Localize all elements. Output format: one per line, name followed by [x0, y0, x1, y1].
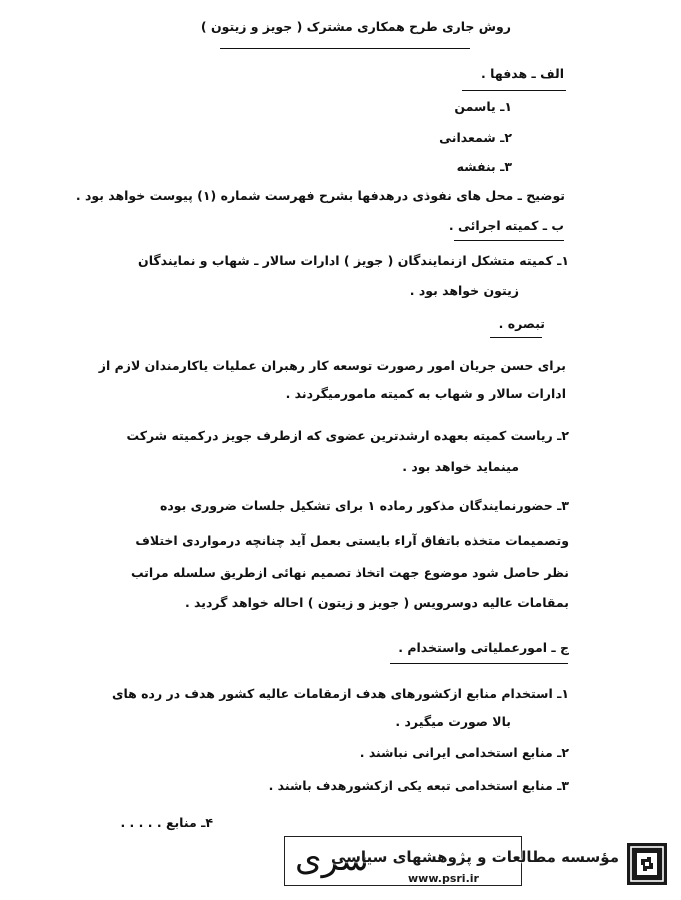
section-b-underline [454, 240, 564, 241]
section-c-item-4: ۴ـ منابع . . . . . [120, 815, 213, 830]
section-b-heading: ب ـ کمیته اجرائی . [448, 218, 564, 233]
section-b-item-3-line-2: وتصمیمات متخذه باتفاق آراء بایستی بعمل آید چنانچه درمواردی اختلاف [135, 533, 569, 548]
section-a-heading: الف ـ هدفها . [481, 66, 564, 81]
section-c-item-3: ۳ـ منابع استخدامی تبعه یکی ازکشورهدف باشند . [268, 778, 569, 793]
section-b-remark-line-1: برای حسن جریان امور رصورت توسعه کار رهبران عملیات یاکارمندان لازم از [98, 358, 566, 373]
section-b-remark-heading: تبصره . [498, 316, 545, 331]
section-b-item-2-line-1: ۲ـ ریاست کمیته بعهده ارشدترین عضوی که ازطرف جویز درکمیته شرکت [126, 428, 569, 443]
section-c-item-1-line-2: بالا صورت میگیرد . [395, 714, 511, 729]
document-title: روش جاری طرح همکاری مشترک ( جویز و زیتون ) [200, 19, 511, 34]
section-b-item-3-line-1: ۳ـ حضورنمایندگان مذکور رماده ۱ برای تشکیل جلسات ضروری بوده [159, 498, 569, 513]
section-a-note: توضیح ـ محل های نفوذی درهدفها بشرح فهرست شماره (۱) پیوست خواهد بود . [75, 188, 565, 203]
section-b-item-3-line-4: بمقامات عالیه دوسرویس ( جویز و زیتون ) احاله خواهد گردید . [184, 595, 569, 610]
section-b-item-1-line-2: زیتون خواهد بود . [409, 283, 519, 298]
institute-logo-icon [627, 843, 667, 885]
secret-stamp-text: سری [295, 839, 369, 879]
section-b-item-3-line-3: نظر حاصل شود موضوع جهت اتخاذ تصمیم نهائی ازطریق سلسله مراتب [130, 565, 569, 580]
institute-url: www.psri.ir [408, 872, 479, 885]
section-b-item-1-line-1: ۱ـ کمیته متشکل ازنمایندگان ( جویز ) ادارات سالار ـ شهاب و نمایندگان [138, 253, 569, 268]
institute-watermark: مؤسسه مطالعات و پژوهشهای سیاسی [330, 848, 619, 866]
title-underline [220, 48, 470, 49]
section-a-underline [462, 90, 566, 91]
section-b-item-2-line-2: مینماید خواهد بود . [402, 459, 519, 474]
section-c-item-1-line-1: ۱ـ استخدام منابع ازکشورهای هدف ازمقامات عالیه کشور هدف در رده های [112, 686, 569, 701]
section-a-item-3: ۳ـ بنفشه [456, 159, 512, 174]
section-b-remark-line-2: ادارات سالار و شهاب به کمیته مامورمیگردند . [285, 386, 566, 401]
section-b-remark-underline [490, 337, 542, 338]
section-c-heading: ج ـ امورعملیاتی واستخدام . [398, 640, 569, 655]
section-c-item-2: ۲ـ منابع استخدامی ایرانی نباشند . [359, 745, 569, 760]
section-a-item-2: ۲ـ شمعدانی [439, 130, 512, 145]
section-a-item-1: ۱ـ یاسمن [454, 99, 512, 114]
section-c-underline [390, 663, 568, 664]
